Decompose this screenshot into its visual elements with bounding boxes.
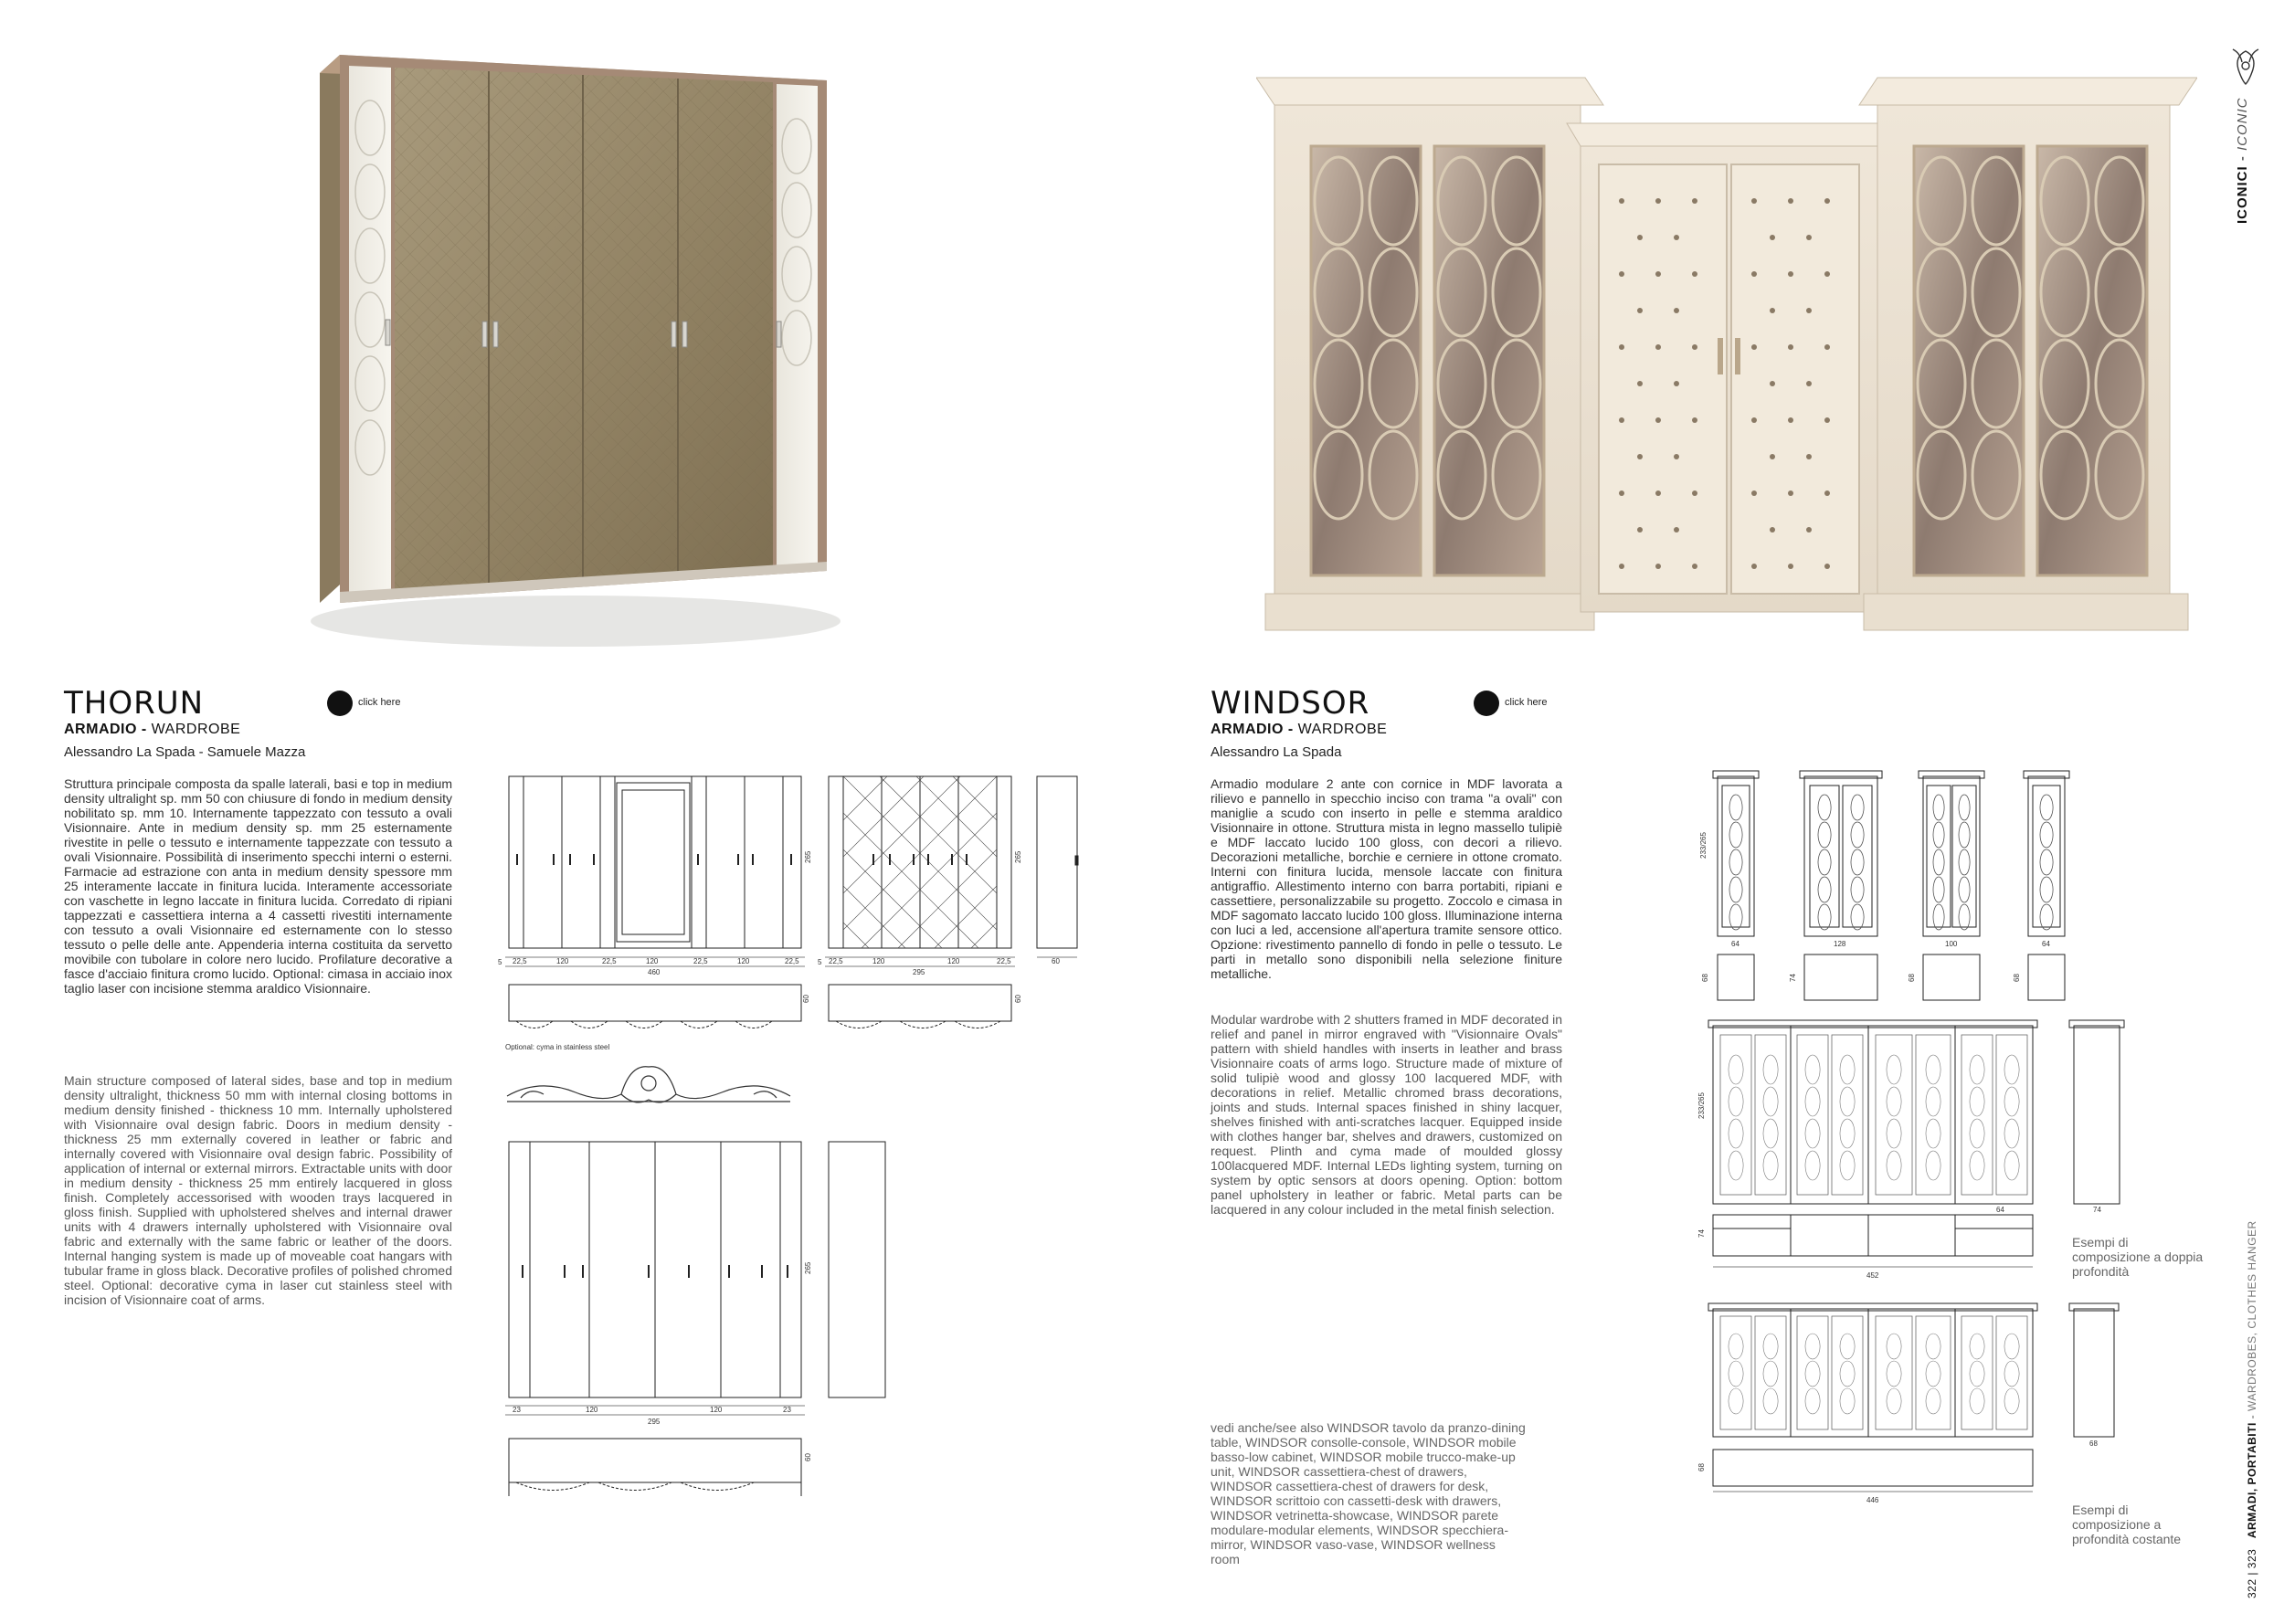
svg-text:120: 120 [556, 957, 569, 965]
svg-text:60: 60 [802, 995, 810, 1003]
svg-text:60: 60 [1014, 995, 1022, 1003]
svg-text:295: 295 [648, 1418, 661, 1426]
thorun-designers: Alessandro La Spada - Samuele Mazza [64, 744, 306, 760]
thorun-drawing-plan-b [498, 1434, 813, 1507]
svg-text:128: 128 [1834, 940, 1846, 948]
thorun-type-it: ARMADIO [64, 722, 137, 737]
svg-text:60: 60 [804, 1453, 812, 1461]
windsor-type-en: WARDROBE [1297, 722, 1388, 737]
windsor-designers: Alessandro La Spada [1211, 744, 1342, 760]
windsor-see-also: vedi anche/see also WINDSOR tavolo da pranzo-dining table, WINDSOR consolle-console, WINDSOR mobile basso-low cabinet, WINDSOR mobile trucco-make-up unit, WINDSOR cassettiera-chest of drawers, WINDSOR cassettiera-chest of drawers for desk, WINDSOR scrittoio con cassetti-desk with drawers, WINDSOR vetrinetta-showcase, WINDSOR parete modulare-modular elements, WINDSOR specchiera-mirror, WINDSOR vaso-vase, WINDSOR wellness room [1211, 1420, 1526, 1566]
windsor-description-en: Modular wardrobe with 2 shutters framed in MDF decorated in relief and panel in mirror engraved with "Visionnaire Ovals" pattern with shield handles with inserts in leather and brass Visionnaire coats of arms logo. Structure made of mixture of solid tulipiè wood and glossy 100 lacquered MDF, with decorations in relief. Metallic chromed brass decorations, joints and studs. Internal spaces finished in shiny lacquer, shelves finished with anti-scratches lacquer. Equipped inside with clothes hanger bar, shelves and drawers, customized on request. Plinth and cyma made of moulded glossy 100lacquered MDF. Internal LEDs lighting system, turning on system by optic sensors at doors opening. Option: bottom panel upholstery in leather or fabric. Metal parts can be lacquered in any colour included in the metal finish selection. [1211, 1012, 1562, 1217]
windsor-product-photo [1256, 73, 2197, 658]
d1-edge: 5 [498, 958, 502, 966]
windsor-type: ARMADIO - WARDROBE [1211, 722, 1388, 737]
windsor-composition-constant-depth-label: Esempi di composizione a profondità costante [2072, 1503, 2182, 1546]
svg-text:22,5: 22,5 [997, 957, 1011, 965]
sidebar-page-numbers: 322 | 323 [2246, 1548, 2258, 1598]
d1-total: 460 [648, 968, 661, 976]
svg-text:265: 265 [804, 1261, 812, 1274]
sidebar-category-en: ICONIC [2235, 97, 2250, 151]
thorun-drawing-front-295-b [498, 1137, 900, 1448]
svg-text:452: 452 [1866, 1271, 1879, 1280]
thorun-drawing-front-460 [498, 772, 813, 1064]
thorun-title: THORUN [64, 685, 205, 722]
svg-text:60: 60 [1052, 957, 1060, 965]
svg-text:23: 23 [783, 1406, 791, 1414]
svg-text:68: 68 [2013, 974, 2021, 982]
svg-text:68: 68 [2089, 1439, 2098, 1448]
svg-text:74: 74 [1789, 974, 1797, 982]
thorun-type: ARMADIO - WARDROBE [64, 722, 241, 737]
sidebar-category-it: ICONICI [2235, 165, 2250, 224]
svg-text:120: 120 [872, 957, 885, 965]
svg-text:22,5: 22,5 [602, 957, 617, 965]
svg-text:100: 100 [1945, 940, 1958, 948]
svg-text:64: 64 [1731, 940, 1739, 948]
svg-text:68: 68 [1701, 974, 1709, 982]
sidebar-section-it: ARMADI, PORTABITI [2246, 1422, 2258, 1539]
svg-text:446: 446 [1866, 1496, 1879, 1504]
windsor-type-it: ARMADIO [1211, 722, 1284, 737]
svg-text:120: 120 [646, 957, 659, 965]
svg-text:120: 120 [586, 1406, 598, 1414]
windsor-title: WINDSOR [1211, 685, 1370, 722]
svg-text:233/265: 233/265 [1699, 832, 1708, 859]
svg-text:74: 74 [2093, 1206, 2101, 1214]
brand-logo-icon [2227, 44, 2264, 88]
svg-text:22,5: 22,5 [513, 957, 527, 965]
thorun-drawing-front-295 [818, 772, 1092, 1046]
windsor-description-it: Armadio modulare 2 ante con cornice in MDF lavorata a rilievo e pannello in specchio inciso con trama "a ovali" con maniglie a scudo con inserto in pelle e stemma araldico Visionnaire in ottone. Struttura mista in legno massello tulipiè e MDF laccato lucido 100 gloss, con decori a rilievo. Decorazioni metalliche, borchie e cerniere in ottone cromato. Interni con finitura lucida, mensole laccate con finitura antigraffio. Allestimento interno con barra portabiti, ripiani e cassettiere, personalizzabile su progetto. Zoccolo e cimasa in MDF sagomato laccato lucido 100 gloss. Illuminazione interna con luci a led, accensione all'apertura tramite sensore ottico. Opzione: rivestimento pannello di fondo in pelle o tessuto. Le parti in metallo sono disponibili nella selezione finiture metalliche. [1211, 776, 1562, 981]
windsor-composition-double-depth-label: Esempi di composizione a doppia profondità [2072, 1235, 2204, 1279]
svg-text:120: 120 [710, 1406, 723, 1414]
svg-text:68: 68 [1697, 1463, 1706, 1471]
sidebar-section-footer: 322 | 323 ARMADI, PORTABITI - WARDROBES, CLOTHES HANGER [2246, 1220, 2258, 1598]
svg-text:295: 295 [913, 968, 925, 976]
svg-text:64: 64 [2042, 940, 2050, 948]
cyma-label: Optional: cyma in stainless steel [505, 1043, 610, 1051]
svg-text:22,5: 22,5 [785, 957, 799, 965]
svg-text:68: 68 [1908, 974, 1916, 982]
sidebar-section-en: WARDROBES, CLOTHES HANGER [2246, 1220, 2258, 1412]
thorun-description-en: Main structure composed of lateral sides, base and top in medium density ultralight, thickness 50 mm with internal closing bottoms in medium density finished - thickness 10 mm. Internally upholstered with Visionnaire oval design fabric. Doors in medium density - thickness 25 mm externally covered in leather or fabric and internally covered with Visionnaire oval design fabric. Possibility of application of internal or external mirrors. Extractable units with door in medium density - thickness 25 mm entirely lacquered in gloss finish. Completely accessorised with wooden trays lacquered in gloss finish. Supplied with upholstered shelves and internal drawer units with 4 drawers internally upholstered with Visionnaire oval fabric and externally with the same fabric or leather of the doors. Internal hanging system is made up of moveable coat hangars with tubular frame in gloss black. Decorative profiles of polished chromed steel. Optional: decorative cyma in laser cut stainless steel with incision of Visionnaire coat of arms. [64, 1073, 452, 1307]
windsor-composition-constant-depth [1695, 1302, 2179, 1507]
svg-text:22,5: 22,5 [693, 957, 708, 965]
svg-text:5: 5 [818, 958, 822, 966]
d1-height: 265 [804, 850, 812, 863]
svg-text:74: 74 [1697, 1229, 1706, 1238]
windsor-click-here-icon[interactable] [1474, 691, 1499, 716]
windsor-click-here-label[interactable]: click here [1505, 697, 1548, 708]
thorun-type-en: WARDROBE [151, 722, 241, 737]
svg-text:120: 120 [737, 957, 750, 965]
windsor-modules-drawing [1695, 767, 2097, 1009]
svg-text:233/265: 233/265 [1697, 1092, 1706, 1119]
svg-text:23: 23 [513, 1406, 521, 1414]
thorun-description-it: Struttura principale composta da spalle laterali, basi e top in medium density ultralight sp. mm 50 con chiusure di fondo in medium density nobilitato sp. mm 10. Internamente tappezzato con tessuto a ovali Visionnaire. Ante in medium density sp. mm 25 esternamente rivestite in pelle o tessuto e internamente tappezzate con tessuto a ovali Visionnaire. Possibilità di inserimento specchi interni o esterni. Farmacie ad estrazione con anta in medium density spessore mm 25 interamente laccate in finitura lucida. Interamente accessoriate con vaschette in legno laccate in finitura lucida. Corredato di ripiani tappezzati e cassettiera interna a 4 cassetti rivestiti internamente con tessuto a ovali Visionnaire ed esternamente con lo stesso tessuto o pelle delle ante. Appenderia interna costituita da servetto movibile con tubolare in colore nero lucido. Profilature decorative a fasce d'acciaio finitura cromo lucido. Optional: cimasa in acciaio inox taglio laser con incisione stemma araldico Visionnaire. [64, 776, 452, 996]
sidebar-category: ICONICI - ICONIC [2235, 97, 2250, 224]
thorun-cyma-drawing [502, 1060, 795, 1123]
svg-text:64: 64 [1996, 1206, 2004, 1214]
thorun-click-here-icon[interactable] [327, 691, 353, 716]
svg-text:22,5: 22,5 [829, 957, 843, 965]
thorun-click-here-label[interactable]: click here [358, 697, 401, 708]
thorun-product-photo [301, 55, 841, 658]
svg-text:265: 265 [1014, 850, 1022, 863]
svg-text:120: 120 [947, 957, 960, 965]
